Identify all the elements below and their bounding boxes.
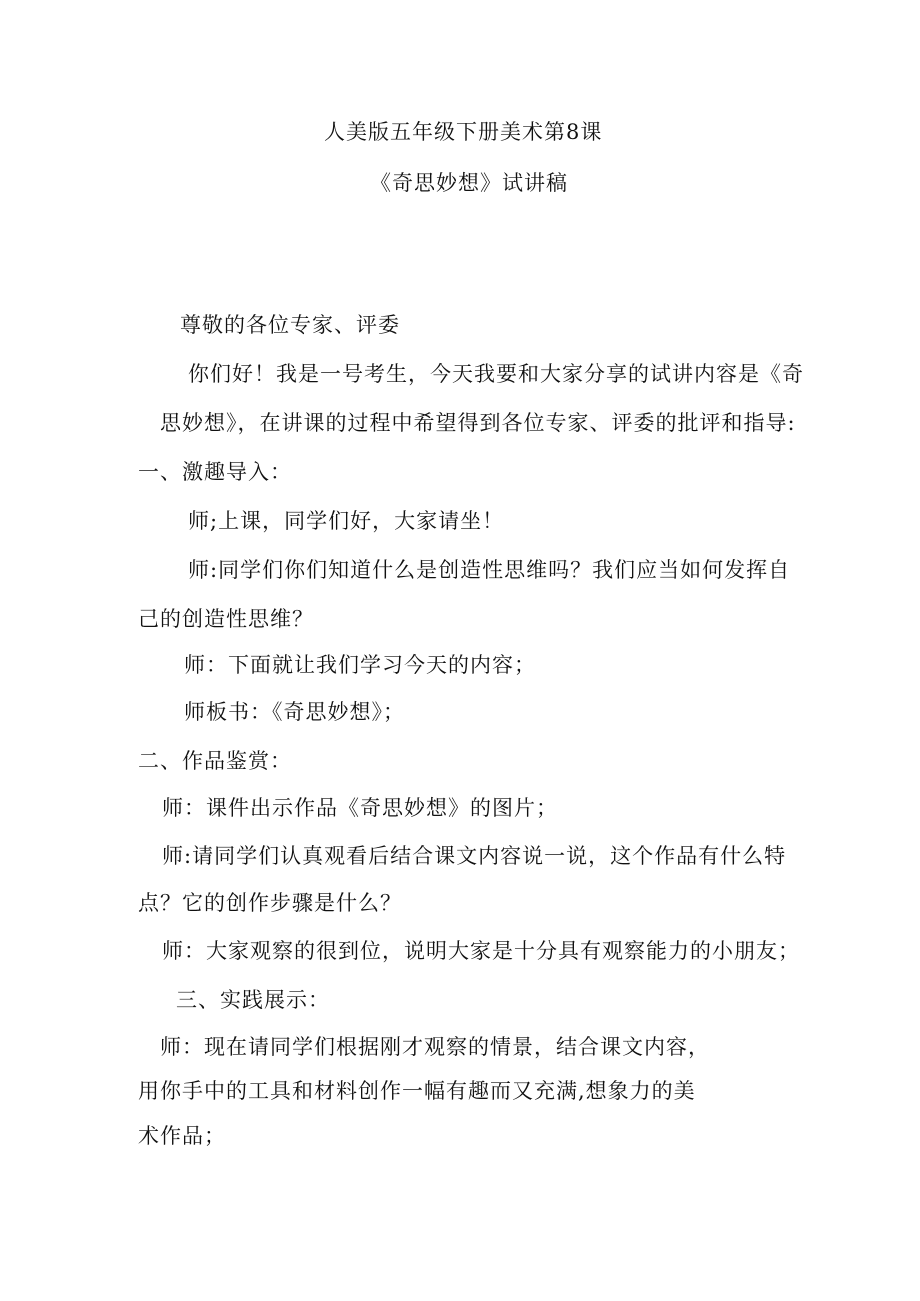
greeting: 尊敬的各位专家、评委: [180, 313, 400, 337]
paragraph-line: 己的创造性思维？: [138, 607, 314, 631]
paragraph-line: 师：课件出示作品《奇思妙想》的图片；: [162, 796, 558, 820]
section-heading: 三、实践展示：: [176, 988, 330, 1012]
intro-paragraph-line: 思妙想》，在讲课的过程中希望得到各位专家、评委的批评和指导:: [160, 411, 796, 435]
paragraph-line: 点？它的创作步骤是什么？: [138, 891, 402, 915]
paragraph-line: 师:请同学们认真观看后结合课文内容说一说，这个作品有什么特: [162, 844, 787, 868]
document-subtitle: 《奇思妙想》试讲稿: [370, 171, 568, 195]
paragraph-line: 师:同学们你们知道什么是创造性思维吗？我们应当如何发挥自: [188, 558, 791, 582]
paragraph-line: 师：大家观察的很到位，说明大家是十分具有观察能力的小朋友；: [162, 939, 800, 963]
paragraph-line: 师：下面就让我们学习今天的内容；: [184, 653, 536, 677]
section-heading: 一、激趣导入：: [138, 460, 292, 484]
paragraph-line: 术作品；: [138, 1124, 226, 1148]
paragraph-line: 师板书：《奇思妙想》；: [184, 700, 405, 724]
paragraph-line: 师;上课，同学们好，大家请坐！: [188, 509, 505, 533]
section-heading: 二、作品鉴赏：: [138, 749, 292, 773]
paragraph-line: 用你手中的工具和材料创作一幅有趣而又充满,想象力的美: [138, 1079, 696, 1103]
paragraph-line: 师：现在请同学们根据刚才观察的情景，结合课文内容，: [160, 1035, 710, 1059]
document-title: 人美版五年级下册美术第8课: [324, 120, 603, 144]
intro-paragraph-line: 你们好！我是一号考生，今天我要和大家分享的试讲内容是《奇: [188, 362, 804, 386]
